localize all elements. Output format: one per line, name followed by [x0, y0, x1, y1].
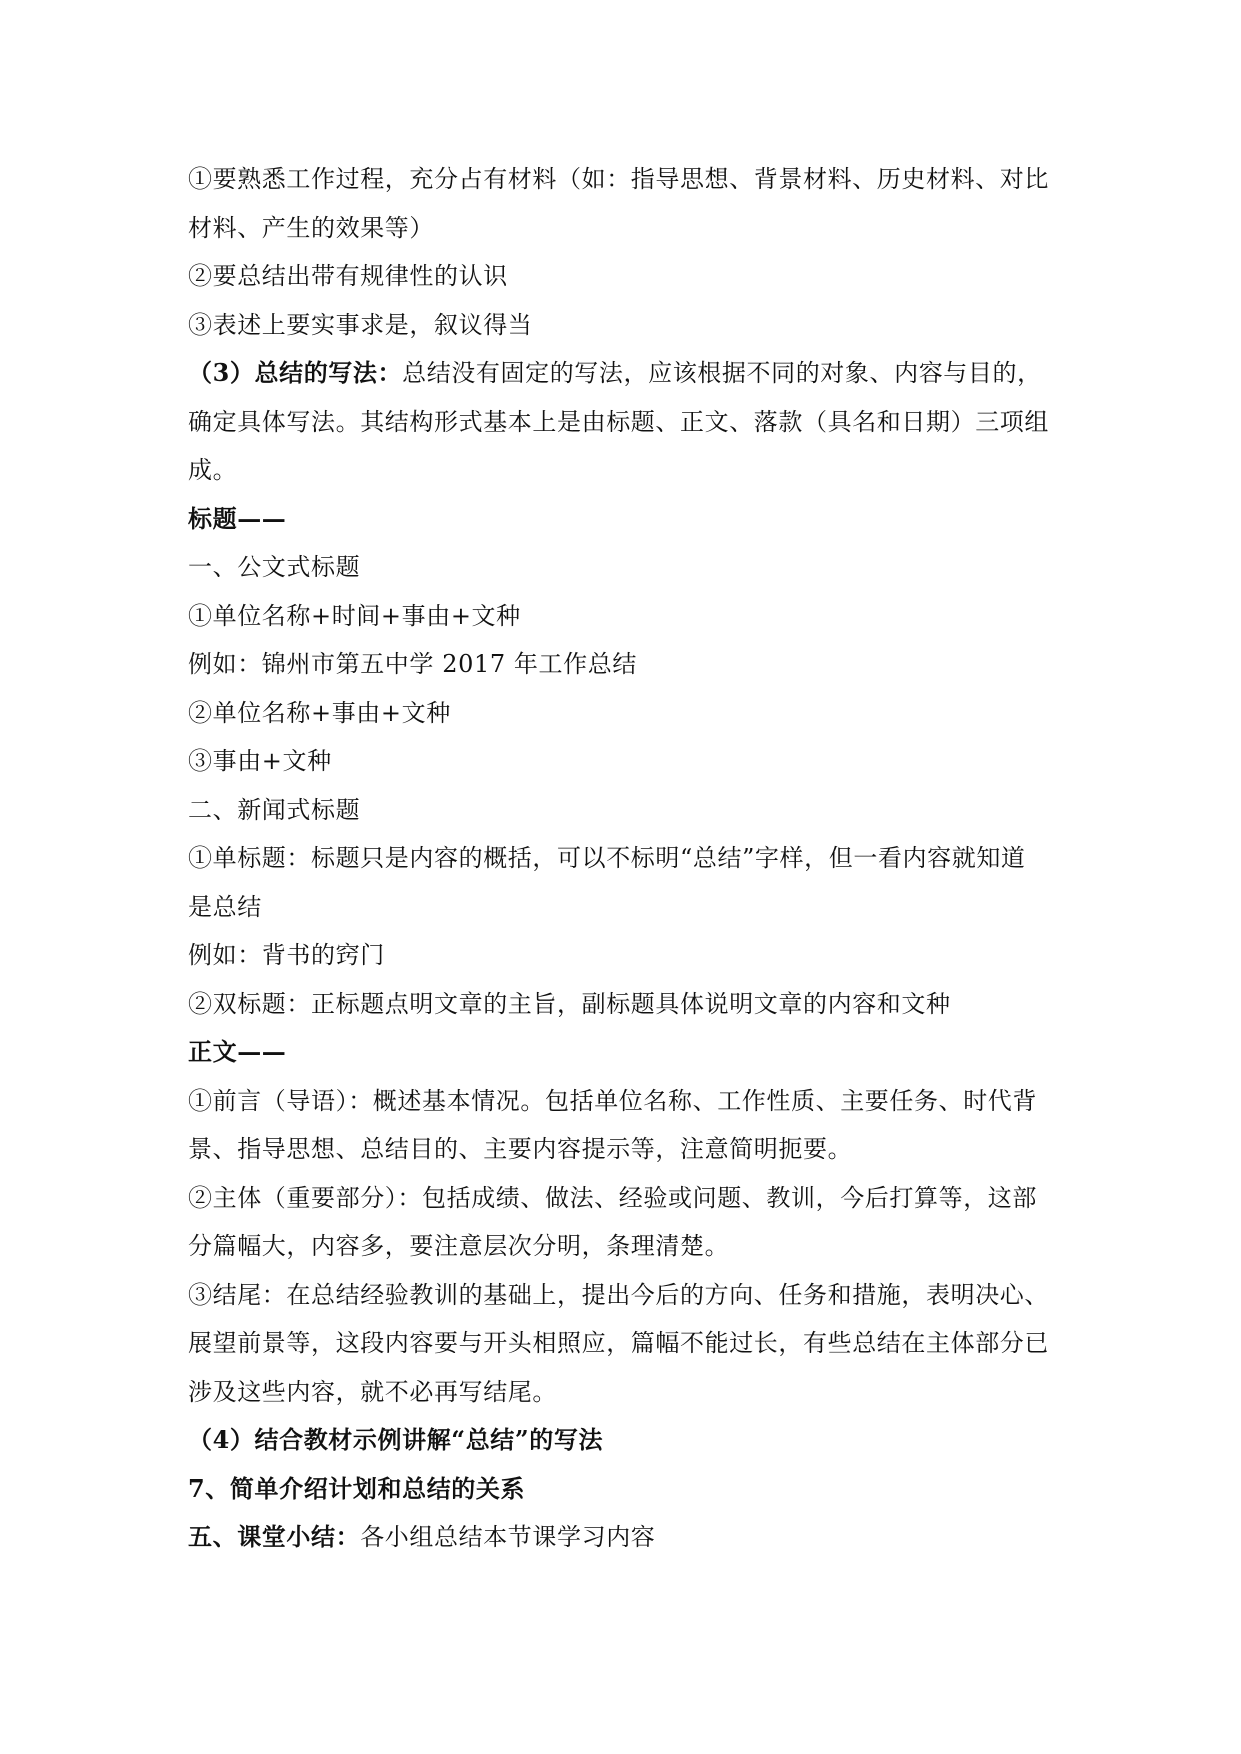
title-line: ③事由+文种 [188, 747, 332, 775]
section-4-heading: （4）结合教材示例讲解“总结”的写法 [188, 1425, 604, 1454]
body-line: ①前言（导语）：概述基本情况。包括单位名称、工作性质、主要任务、时代背 [188, 1086, 1037, 1115]
body-line: 分篇幅大，内容多，要注意层次分明，条理清楚。 [188, 1232, 730, 1260]
document-body [188, 155, 1068, 1562]
paragraph-line: ②要总结出带有规律性的认识 [188, 262, 508, 290]
title-line: ①单标题：标题只是内容的概括，可以不标明“总结”字样，但一看内容就知道 [188, 844, 1026, 872]
section-7-heading: 7、简单介绍计划和总结的关系 [188, 1473, 526, 1503]
paragraph-line: 材料、产生的效果等） [188, 213, 434, 242]
title-line: ①单位名称+时间+事由+文种 [188, 601, 521, 630]
section-5-label: 五、课堂小结： [188, 1522, 361, 1551]
body-line: ②主体（重要部分）：包括成绩、做法、经验或问题、教训，今后打算等，这部 [188, 1183, 1037, 1212]
body-line: 涉及这些内容，就不必再写结尾。 [188, 1377, 557, 1406]
title-line: 例如：锦州市第五中学 2017 年工作总结 [188, 650, 637, 678]
title-line: 是总结 [188, 892, 262, 921]
title-line: 二、新闻式标题 [188, 795, 361, 824]
section-3-label: （3）总结的写法： [188, 358, 403, 387]
section-3-line-1 [188, 349, 1068, 398]
title-line: 例如：背书的窍门 [188, 941, 385, 969]
title-line: ②单位名称+事由+文种 [188, 698, 451, 727]
section-5-text: 各小组总结本节课学习内容 [360, 1523, 656, 1551]
title-heading: 标题—— [188, 503, 287, 533]
section-3-text: 总结没有固定的写法，应该根据不同的对象、内容与目的， [402, 359, 1042, 387]
body-line: ③结尾：在总结经验教训的基础上，提出今后的方向、任务和措施，表明决心、 [188, 1280, 1049, 1309]
title-line: ②双标题：正标题点明文章的主旨，副标题具体说明文章的内容和文种 [188, 989, 951, 1018]
body-line: 景、指导思想、总结目的、主要内容提示等，注意简明扼要。 [188, 1135, 853, 1163]
section-5-line [188, 1513, 1068, 1562]
title-line: 一、公文式标题 [188, 553, 361, 581]
body-heading: 正文—— [188, 1037, 287, 1066]
section-3-line-3: 成。 [188, 456, 238, 484]
body-line: 展望前景等，这段内容要与开头相照应，篇幅不能过长，有些总结在主体部分已 [188, 1329, 1049, 1357]
paragraph-line: ①要熟悉工作过程，充分占有材料（如：指导思想、背景材料、历史材料、对比 [188, 165, 1049, 193]
section-3-line-2: 确定具体写法。其结构形式基本上是由标题、正文、落款（具名和日期）三项组 [188, 407, 1049, 436]
paragraph-line: ③表述上要实事求是，叙议得当 [188, 310, 533, 339]
